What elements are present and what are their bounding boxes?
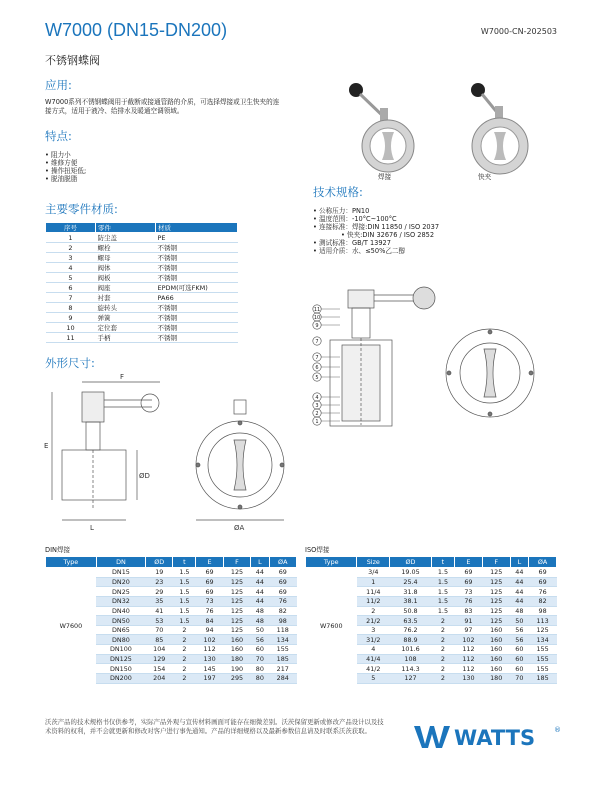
- din_table-cell: 180: [223, 654, 250, 664]
- iso_table-cell: 50.8: [390, 606, 432, 616]
- iso_table-col-7: ØA: [529, 557, 557, 568]
- iso_table-cell: 91: [455, 616, 483, 626]
- welded-caption: 焊接: [378, 173, 392, 181]
- din_table-col-4: E: [196, 557, 223, 568]
- din_table-cell: 69: [196, 587, 223, 597]
- iso_table-cell: 41/4: [357, 654, 390, 664]
- part-material: PA66: [156, 293, 238, 303]
- iso_table-cell: 130: [455, 674, 483, 684]
- din_table-cell: 48: [251, 606, 269, 616]
- din_table-cell: 1.5: [173, 587, 196, 597]
- callout-group: [313, 305, 340, 425]
- din_table-cell: DN50: [96, 616, 145, 626]
- watts-logo: [412, 722, 562, 750]
- part-material: 不锈钢: [156, 333, 238, 343]
- welded-valve-image: [349, 83, 414, 172]
- din_table-cell: 102: [196, 635, 223, 645]
- din_table-cell: 94: [196, 625, 223, 635]
- iso_table-cell: 1.5: [431, 568, 454, 578]
- din_table-cell: 70: [251, 654, 269, 664]
- iso_table-cell: 101.6: [390, 645, 432, 655]
- din_table-type: W7600: [59, 621, 83, 630]
- iso_table-cell: 102: [455, 635, 483, 645]
- iso_table-col-5: F: [482, 557, 510, 568]
- din_table-cell: DN32: [96, 596, 145, 606]
- iso_table-cell: 2: [431, 635, 454, 645]
- part-material: PE: [156, 233, 238, 243]
- iso_table-cell: 31/2: [357, 635, 390, 645]
- iso_table-cell: 114.3: [390, 664, 432, 674]
- din_table-cell: 125: [223, 577, 250, 587]
- din_table-cell: 69: [269, 577, 296, 587]
- part-material: 不锈钢: [156, 253, 238, 263]
- din_table-cell: 60: [251, 645, 269, 655]
- din_table-cell: DN100: [96, 645, 145, 655]
- parts-col-material: 材质: [156, 223, 238, 233]
- part-material: 不锈钢: [156, 303, 238, 313]
- part-material: EPDM(可选FKM): [156, 283, 238, 293]
- callout-number: 3: [315, 403, 319, 409]
- din_table-cell: 197: [196, 674, 223, 684]
- dim-label-f: F: [120, 373, 125, 381]
- iso_table-cell: 69: [455, 577, 483, 587]
- part-name: 阀体: [96, 263, 156, 273]
- parts-row: [46, 333, 238, 343]
- iso_table-type: W7600: [319, 621, 343, 630]
- iso_table-cell: 1.5: [431, 596, 454, 606]
- product-photos: [340, 78, 540, 178]
- parts-table-body: [46, 233, 238, 343]
- din_table-col-2: ØD: [146, 557, 173, 568]
- iso_table-cell: 11/2: [357, 596, 390, 606]
- part-material: 不锈钢: [156, 243, 238, 253]
- din_table-cell: 44: [251, 577, 269, 587]
- iso_table-cell: 155: [529, 664, 557, 674]
- iso_table-cell: 3: [357, 625, 390, 635]
- iso_table-cell: 69: [455, 568, 483, 578]
- callout-number: 6: [315, 365, 319, 371]
- din_table-cell: 41: [146, 606, 173, 616]
- iso_table-cell: 180: [482, 674, 510, 684]
- iso_table-cell: 60: [510, 654, 529, 664]
- callout-number: 10: [313, 315, 321, 321]
- parts-row: [46, 253, 238, 263]
- iso_table-col-1: Size: [357, 557, 390, 568]
- din_table-cell: 125: [223, 625, 250, 635]
- part-number: 11: [46, 333, 96, 343]
- din_table-cell: 70: [146, 625, 173, 635]
- din_table-cell: 1.5: [173, 606, 196, 616]
- iso_table-cell: 69: [529, 577, 557, 587]
- iso_table-cell: 83: [455, 606, 483, 616]
- iso_table-cell: 1.5: [431, 587, 454, 597]
- din-table-title: DIN焊接: [45, 546, 71, 554]
- parts-row: [46, 303, 238, 313]
- iso_table-cell: 11/4: [357, 587, 390, 597]
- section-drawing: [310, 285, 560, 435]
- application-heading: 应用:: [45, 78, 72, 92]
- tech-specs-list: [313, 207, 439, 255]
- iso_table-cell: 56: [510, 635, 529, 645]
- parts-row: [46, 263, 238, 273]
- iso_table-cell: 125: [482, 606, 510, 616]
- din_table-cell: 76: [269, 596, 296, 606]
- din_table-cell: DN80: [96, 635, 145, 645]
- din_table-col-6: L: [251, 557, 269, 568]
- din_table-cell: 19: [146, 568, 173, 578]
- din_table-cell: 125: [223, 568, 250, 578]
- din_table-cell: DN65: [96, 625, 145, 635]
- iso_table-cell: 1.5: [431, 606, 454, 616]
- iso_table-cell: 2: [431, 654, 454, 664]
- iso-table-body: [306, 568, 557, 684]
- part-number: 8: [46, 303, 96, 313]
- din_table-cell: 130: [196, 654, 223, 664]
- part-number: 10: [46, 323, 96, 333]
- part-number: 7: [46, 293, 96, 303]
- iso_table-cell: 25.4: [390, 577, 432, 587]
- feature-item: • 脱油脱脂: [45, 175, 86, 183]
- din_table-cell: 160: [223, 645, 250, 655]
- product-subtitle: 不锈钢蝶阀: [45, 54, 100, 67]
- din_table-cell: 185: [269, 654, 296, 664]
- part-number: 6: [46, 283, 96, 293]
- din_table-cell: 73: [196, 596, 223, 606]
- din_table-col-7: ØA: [269, 557, 296, 568]
- din_table-cell: 76: [196, 606, 223, 616]
- iso_table-cell: 31.8: [390, 587, 432, 597]
- part-name: 衬套: [96, 293, 156, 303]
- parts-col-part: 零件: [96, 223, 156, 233]
- din_table-row: [46, 568, 297, 578]
- din_table-cell: 50: [251, 625, 269, 635]
- din_table-col-5: F: [223, 557, 250, 568]
- iso_table-cell: 76: [529, 587, 557, 597]
- din_table-cell: 2: [173, 635, 196, 645]
- dim-label-e: E: [44, 442, 49, 450]
- din_table-cell: 125: [223, 616, 250, 626]
- iso_table-cell: 48: [510, 606, 529, 616]
- din-table: [45, 556, 297, 684]
- part-number: 3: [46, 253, 96, 263]
- din_table-cell: 284: [269, 674, 296, 684]
- iso_table-cell: 160: [482, 664, 510, 674]
- din_table-cell: 80: [251, 664, 269, 674]
- spec-item: • 快夹:DIN 32676 / ISO 2852: [313, 231, 439, 239]
- callout-number: 9: [315, 323, 319, 329]
- iso_table-cell: 160: [482, 635, 510, 645]
- iso_table-cell: 125: [482, 616, 510, 626]
- callout-number: 7: [315, 339, 319, 345]
- din_table-cell: 1.5: [173, 577, 196, 587]
- features-heading: 特点:: [45, 129, 72, 143]
- iso_table-cell: 2: [431, 645, 454, 655]
- parts-table: [45, 222, 238, 343]
- din_table-cell: 69: [269, 587, 296, 597]
- feature-item: • 维修方便: [45, 159, 86, 167]
- din_table-cell: 295: [223, 674, 250, 684]
- clamp-valve-image: [471, 83, 528, 174]
- iso_table-cell: 82: [529, 596, 557, 606]
- din_table-cell: 2: [173, 674, 196, 684]
- clamp-caption: 快夹: [478, 173, 492, 181]
- iso_table-cell: 160: [482, 654, 510, 664]
- din_table-cell: 44: [251, 568, 269, 578]
- iso_table-cell: 44: [510, 577, 529, 587]
- iso_table-cell: 76.2: [390, 625, 432, 635]
- tech-specs-heading: 技术规格:: [313, 185, 363, 199]
- part-name: 手柄: [96, 333, 156, 343]
- iso_table-cell: 113: [529, 616, 557, 626]
- part-name: 螺栓: [96, 243, 156, 253]
- din_table-cell: 44: [251, 596, 269, 606]
- iso_table-cell: 3/4: [357, 568, 390, 578]
- parts-row: [46, 273, 238, 283]
- din_table-col-0: Type: [46, 557, 97, 568]
- din_table-cell: 155: [269, 645, 296, 655]
- iso_table-cell: 70: [510, 674, 529, 684]
- part-number: 4: [46, 263, 96, 273]
- iso_table-cell: 185: [529, 674, 557, 684]
- dim-label-l: L: [90, 524, 94, 532]
- din_table-cell: 2: [173, 645, 196, 655]
- din_table-cell: 125: [223, 606, 250, 616]
- part-number: 1: [46, 233, 96, 243]
- iso_table-cell: 88.9: [390, 635, 432, 645]
- din_table-cell: 2: [173, 664, 196, 674]
- din_table-cell: 118: [269, 625, 296, 635]
- iso_table-cell: 44: [510, 596, 529, 606]
- din_table-cell: 69: [269, 568, 296, 578]
- part-name: 螺母: [96, 253, 156, 263]
- din_table-cell: 1.5: [173, 596, 196, 606]
- iso_table-row: [306, 568, 557, 578]
- din_table-cell: 53: [146, 616, 173, 626]
- din_table-cell: 69: [196, 568, 223, 578]
- din_table-cell: 112: [196, 645, 223, 655]
- iso_table-cell: 44: [510, 568, 529, 578]
- din_table-cell: 1.5: [173, 568, 196, 578]
- part-number: 9: [46, 313, 96, 323]
- part-material: 不锈钢: [156, 263, 238, 273]
- din_table-cell: 125: [223, 596, 250, 606]
- iso_table-cell: 60: [510, 664, 529, 674]
- iso_table-col-6: L: [510, 557, 529, 568]
- iso_table-cell: 155: [529, 645, 557, 655]
- iso_table-col-3: t: [431, 557, 454, 568]
- part-material: 不锈钢: [156, 323, 238, 333]
- din_table-cell: DN25: [96, 587, 145, 597]
- spec-item: • 温度范围：-10°C~100°C: [313, 215, 439, 223]
- din_table-cell: 104: [146, 645, 173, 655]
- iso_table-cell: 38.1: [390, 596, 432, 606]
- spec-item: • 测试标准：GB/T 13927: [313, 239, 439, 247]
- spec-item: • 适用介质：水、≤50%乙二醇: [313, 247, 439, 255]
- feature-item: • 阻力小: [45, 151, 86, 159]
- din_table-cell: 160: [223, 635, 250, 645]
- iso_table-cell: 108: [390, 654, 432, 664]
- din_table-cell: 80: [251, 674, 269, 684]
- iso_table-cell: 41/2: [357, 664, 390, 674]
- din_table-cell: 98: [269, 616, 296, 626]
- document-code: W7000-CN-202503: [480, 27, 557, 36]
- din_table-col-3: t: [173, 557, 196, 568]
- iso_table-cell: 2: [431, 674, 454, 684]
- footer-disclaimer: 沃茨产品的技术规格书仅供参考，实际产品外观与宣传材料画面可能存在细微差别。沃茨保留更新或修改产品设计以及技术资料的权利，并不会就更新和修改对客户进行事先通知。产品的详细规格以及最新参数信息请及时联系沃茨获取。: [45, 718, 384, 735]
- din_table-cell: 190: [223, 664, 250, 674]
- part-name: 弹簧: [96, 313, 156, 323]
- parts-row: [46, 243, 238, 253]
- iso_table-cell: 160: [482, 625, 510, 635]
- din_table-cell: 204: [146, 674, 173, 684]
- parts-row: [46, 323, 238, 333]
- logo-text: WATTS: [454, 726, 536, 750]
- din_table-cell: 145: [196, 664, 223, 674]
- din_table-cell: 85: [146, 635, 173, 645]
- feature-item: • 操作扭矩低;: [45, 167, 86, 175]
- din_table-cell: DN200: [96, 674, 145, 684]
- iso-table: [305, 556, 557, 684]
- iso_table-cell: 125: [529, 625, 557, 635]
- features-list: [45, 151, 86, 183]
- iso_table-cell: 160: [482, 645, 510, 655]
- iso_table-cell: 1.5: [431, 577, 454, 587]
- din_table-cell: 82: [269, 606, 296, 616]
- part-name: 防尘盖: [96, 233, 156, 243]
- din_table-cell: DN20: [96, 577, 145, 587]
- iso_table-cell: 69: [529, 568, 557, 578]
- iso_table-cell: 73: [455, 587, 483, 597]
- din_table-cell: 69: [196, 577, 223, 587]
- din-header-row: [46, 557, 297, 568]
- iso_table-cell: 112: [455, 664, 483, 674]
- part-name: 旋转头: [96, 303, 156, 313]
- din-table-body: [46, 568, 297, 684]
- iso_table-cell: 155: [529, 654, 557, 664]
- din_table-cell: 2: [173, 654, 196, 664]
- page-title: W7000 (DN15-DN200): [45, 20, 228, 40]
- din_table-cell: DN15: [96, 568, 145, 578]
- iso_table-cell: 60: [510, 645, 529, 655]
- iso_table-col-0: Type: [306, 557, 357, 568]
- din_table-cell: 56: [251, 635, 269, 645]
- din_table-cell: 129: [146, 654, 173, 664]
- iso_table-cell: 97: [455, 625, 483, 635]
- din_table-cell: DN40: [96, 606, 145, 616]
- iso_table-cell: 21/2: [357, 616, 390, 626]
- iso_table-cell: 125: [482, 568, 510, 578]
- iso-table-title: ISO焊接: [305, 546, 330, 554]
- din_table-cell: 125: [223, 587, 250, 597]
- application-text: W7000系列不锈钢蝶阀用于截断或接通管路的介质，可选择焊接或卫生快夹的连接方式，适用于液冷、给排水及暖通空调领域。: [45, 98, 280, 115]
- iso_table-cell: 98: [529, 606, 557, 616]
- iso_table-col-2: ØD: [390, 557, 432, 568]
- iso_table-cell: 125: [482, 577, 510, 587]
- parts-row: [46, 283, 238, 293]
- dim-label-d: ØD: [139, 472, 150, 480]
- parts-heading: 主要零件材质:: [45, 202, 118, 216]
- iso_table-cell: 1: [357, 577, 390, 587]
- part-number: 5: [46, 273, 96, 283]
- callout-number: 5: [315, 375, 319, 381]
- parts-col-no: 序号: [46, 223, 96, 233]
- iso_table-cell: 4: [357, 645, 390, 655]
- iso_table-cell: 56: [510, 625, 529, 635]
- spec-item: • 连接标准：焊接:DIN 11850 / ISO 2037: [313, 223, 439, 231]
- iso_table-cell: 125: [482, 596, 510, 606]
- part-name: 阀板: [96, 273, 156, 283]
- parts-row: [46, 293, 238, 303]
- parts-row: [46, 233, 238, 243]
- parts-row: [46, 313, 238, 323]
- din_table-cell: 35: [146, 596, 173, 606]
- iso_table-cell: 134: [529, 635, 557, 645]
- iso_table-cell: 44: [510, 587, 529, 597]
- callout-number: 1: [315, 419, 319, 425]
- dim-label-a: ØA: [234, 524, 245, 532]
- part-name: 阀座: [96, 283, 156, 293]
- iso_table-cell: 2: [357, 606, 390, 616]
- callout-number: 2: [315, 411, 319, 417]
- iso_table-col-4: E: [455, 557, 483, 568]
- iso_table-cell: 76: [455, 596, 483, 606]
- part-material: 不锈钢: [156, 273, 238, 283]
- din_table-cell: DN125: [96, 654, 145, 664]
- iso_table-cell: 2: [431, 664, 454, 674]
- iso_table-cell: 5: [357, 674, 390, 684]
- din_table-cell: 217: [269, 664, 296, 674]
- iso_table-cell: 112: [455, 645, 483, 655]
- iso_table-cell: 2: [431, 625, 454, 635]
- dimensions-heading: 外形尺寸:: [45, 356, 95, 370]
- callout-number: 4: [315, 395, 319, 401]
- spec-item: • 公称压力：PN10: [313, 207, 439, 215]
- dimension-drawing: [40, 370, 300, 535]
- part-number: 2: [46, 243, 96, 253]
- callout-number: 11: [313, 307, 321, 313]
- din_table-cell: 154: [146, 664, 173, 674]
- iso_table-cell: 125: [482, 587, 510, 597]
- iso_table-cell: 50: [510, 616, 529, 626]
- din_table-cell: DN150: [96, 664, 145, 674]
- din_table-cell: 1.5: [173, 616, 196, 626]
- iso_table-cell: 112: [455, 654, 483, 664]
- logo-registered: ®: [554, 726, 561, 734]
- din_table-cell: 84: [196, 616, 223, 626]
- part-material: 不锈钢: [156, 313, 238, 323]
- iso_table-cell: 127: [390, 674, 432, 684]
- din_table-cell: 134: [269, 635, 296, 645]
- din_table-cell: 48: [251, 616, 269, 626]
- part-name: 定位套: [96, 323, 156, 333]
- din_table-cell: 44: [251, 587, 269, 597]
- callout-number: 7: [315, 355, 319, 361]
- iso_table-cell: 2: [431, 616, 454, 626]
- din_table-cell: 23: [146, 577, 173, 587]
- iso-header-row: [306, 557, 557, 568]
- din_table-cell: 29: [146, 587, 173, 597]
- iso_table-cell: 63.5: [390, 616, 432, 626]
- din_table-cell: 2: [173, 625, 196, 635]
- iso_table-cell: 19.05: [390, 568, 432, 578]
- din_table-col-1: DN: [96, 557, 145, 568]
